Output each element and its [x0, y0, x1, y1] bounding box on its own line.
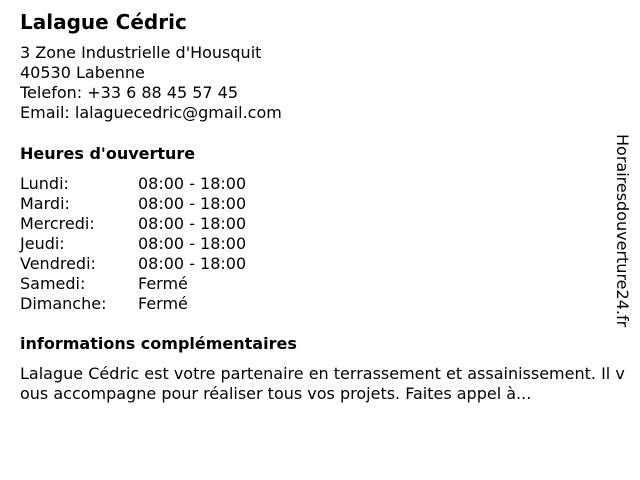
hours-row-wednesday [20, 214, 246, 234]
phone-line: Telefon: +33 6 88 45 57 45 [20, 83, 239, 102]
address-line: 3 Zone Industrielle d'Housquit [20, 43, 262, 62]
day-label: Mardi: [20, 194, 70, 213]
day-label: Vendredi: [20, 254, 96, 273]
day-label: Samedi: [20, 274, 86, 293]
business-description: Lalague Cédric est votre partenaire en terrassement et assainissement. Il vous accompagne pour réaliser tous vos projets. Faites appel à... [20, 364, 625, 403]
email-line: Email: lalaguecedric@gmail.com [20, 103, 282, 122]
hours-value: Fermé [138, 294, 188, 313]
business-name: Lalague Cédric [20, 10, 187, 34]
hours-value: Fermé [138, 274, 188, 293]
city-line: 40530 Labenne [20, 63, 145, 82]
hours-row-thursday [20, 234, 246, 254]
hours-row-sunday [20, 294, 246, 314]
hours-row-saturday [20, 274, 246, 294]
hours-row-tuesday [20, 194, 246, 214]
day-label: Lundi: [20, 174, 69, 193]
hours-value: 08:00 - 18:00 [138, 234, 247, 253]
site-watermark: Horairesdouverture24.fr [613, 134, 632, 328]
business-contact-block [20, 43, 282, 123]
hours-value: 08:00 - 18:00 [138, 254, 247, 273]
hours-row-friday [20, 254, 246, 274]
hours-value: 08:00 - 18:00 [138, 194, 247, 213]
day-label: Jeudi: [20, 234, 65, 253]
hours-value: 08:00 - 18:00 [138, 174, 247, 193]
day-label: Dimanche: [20, 294, 107, 313]
additional-info-heading: informations complémentaires [20, 334, 297, 353]
opening-hours-table [20, 174, 246, 314]
hours-row-monday [20, 174, 246, 194]
opening-hours-heading: Heures d'ouverture [20, 144, 196, 163]
day-label: Mercredi: [20, 214, 95, 233]
hours-value: 08:00 - 18:00 [138, 214, 247, 233]
